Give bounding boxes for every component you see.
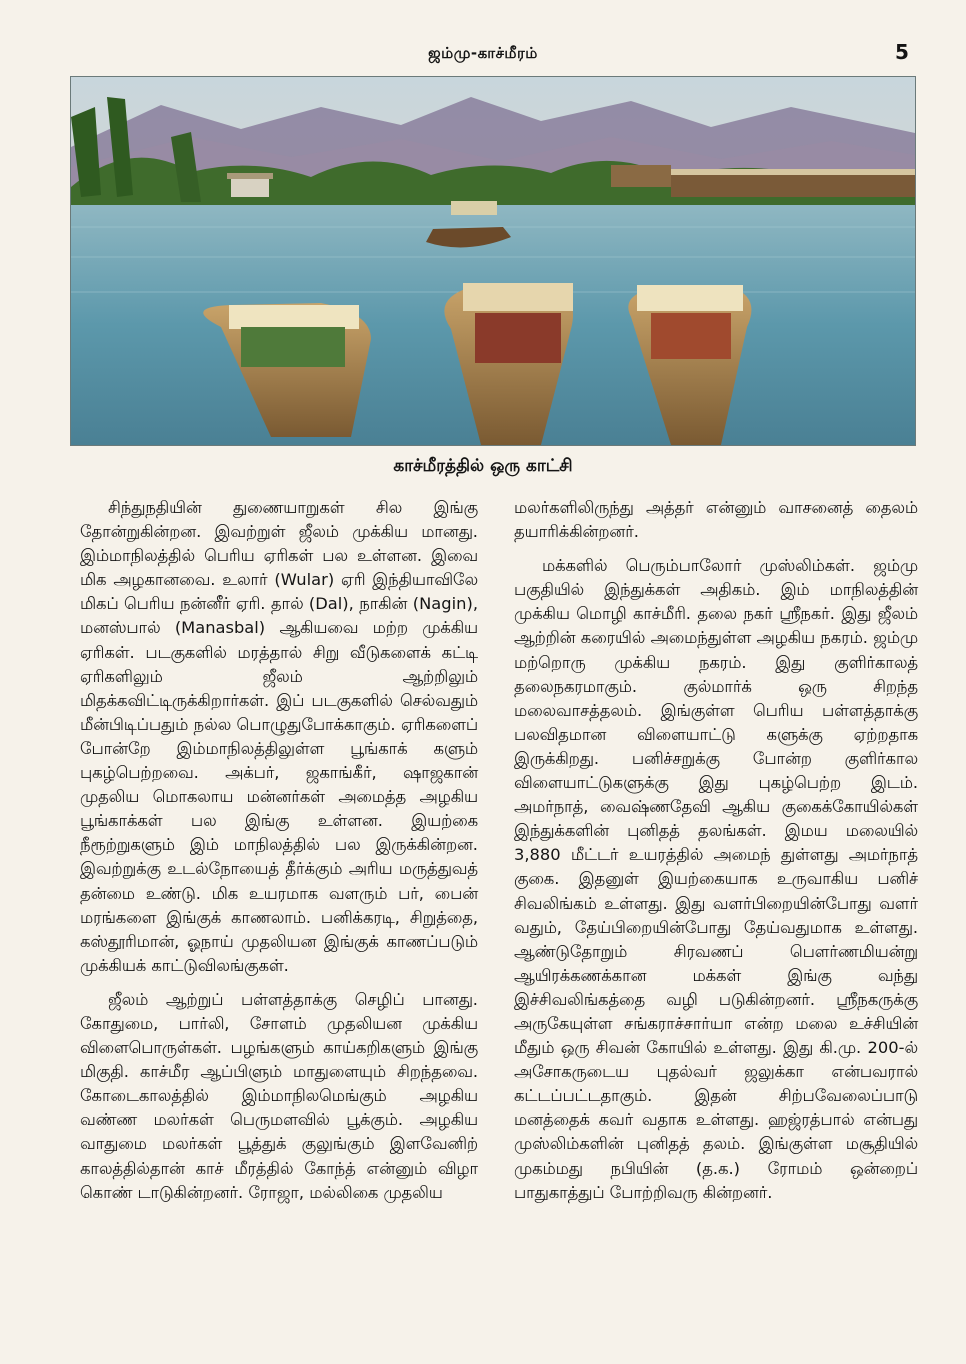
- right-column: [514, 496, 918, 1215]
- left-column: [80, 496, 478, 1215]
- figure-caption: காச்மீரத்தில் ஒரு காட்சி: [393, 456, 573, 476]
- lake-shikara-painting: [71, 77, 915, 445]
- paragraph-attar: மலர்களிலிருந்து அத்தர் என்னும் வாசனைத் தைலம் தயாரிக்கின்றனர்.: [514, 498, 918, 542]
- running-head-title: ஜம்மு-காச்மீரம்: [428, 44, 538, 62]
- page-number: 5: [895, 40, 909, 64]
- paragraph-valley: ஜீலம் ஆற்றுப் பள்ளத்தாக்கு செழிப் பானது. கோதுமை, பார்லி, சோளம் முதலியன முக்கிய விளைபொருள்கள். பழங்களும் காய்கறிகளும் இங்கு மிகுதி. காச்மீர ஆப்பிளும் மாதுளையும் சிறந்தவை. கோடைகாலத்தில் இம்மாநிலமெங்கும் அழகிய வண்ண மலர்கள் பெருமளவில் பூக்கும். அழகிய வாதுமை மலர்கள் பூத்துக் குலுங்கும் இளவேனிற் காலத்தில்தான் காச் மீரத்தில் கோந்த் என்னும் விழா கொண் டாடுகின்றனர். ரோஜா, மல்லிகை முதலிய: [80, 989, 478, 1202]
- paragraph-people: மக்களில் பெரும்பாலோர் முஸ்லிம்கள். ஜம்மு பகுதியில் இந்துக்கள் அதிகம். இம் மாநிலத்தின் முக்கிய மொழி காச்மீரி. தலை நகர் ஸ்ரீநகர். இது ஜீலம் ஆற்றின் கரையில் அமைந்துள்ள அழகிய நகரம். ஜம்மு மற்றொரு முக்கிய நகரம். இது குளிர்காலத் தலைநகரமாகும். குல்மார்க் ஒரு சிறந்த மலைவாசத்தலம். இங்குள்ள பெரிய பள்ளத்தாக்கு பலவிதமான விளையாட்டு களுக்கு ஏற்றதாக இருக்கிறது. பனிச்சறுக்கு போன்ற குளிர்கால விளையாட்டுகளுக்கு இது புகழ்பெற்ற இடம். அமர்நாத், வைஷ்ணதேவி ஆகிய குகைக்கோயில்கள் இந்துக்களின் புனிதத் தலங்கள். இமய மலையில் 3,880 மீட்டர் உயரத்தில் அமைந் துள்ளது அமர்நாத் குகை. இதனுள் இயற்கையாக உருவாகிய பனிச் சிவலிங்கம் உள்ளது. இது வளர்பிறையின்போது வளர் வதும், தேய்பிறையின்போது தேய்வதுமாக உள்ளது. ஆண்டுதோறும் சிரவணப் பௌர்ணமியன்று ஆயிரக்கணக்கான மக்கள் இங்கு வந்து இச்சிவலிங்கத்தை வழி படுகின்றனர். ஸ்ரீநகருக்கு அருகேயுள்ள சங்கராச்சார்யா என்ற மலை உச்சியின் மீதும் ஒரு சிவன் கோயில் உள்ளது. இது கி.மு. 200-ல் அசோகருடைய புதல்வர் ஜலுக்கா என்பவரால் கட்டப்பட்டதாகும். இதன் சிற்பவேலைப்பாடு மனத்தைக் கவர் வதாக உள்ளது. ஹஜ்ரத்பால் என்பது முஸ்லிம்களின் புனிதத் தலம். இங்குள்ள மசூதியில் முகம்மது நபியின் (த.க.) ரோமம் ஒன்றைப் பாதுகாத்துப் போற்றிவரு கின்றனர்.: [514, 556, 918, 1202]
- paragraph-lakes: சிந்துநதியின் துணையாறுகள் சில இங்கு தோன்றுகின்றன. இவற்றுள் ஜீலம் முக்கிய மானது. இம்மாநிலத்தில் பெரிய ஏரிகள் பல உள்ளன. இவை மிக அழகானவை. உலார் (Wular) ஏரி இந்தியாவிலே மிகப் பெரிய நன்னீர் ஏரி. தால் (Dal), நாகின் (Nagin), மனஸ்பால் (Manasbal) ஆகியவை மற்ற முக்கிய ஏரிகள். படகுகளில் மரத்தால் சிறு வீடுகளைக் கட்டி ஏரிகளிலும் ஜீலம் ஆற்றிலும் மிதக்கவிட்டிருக்கிறார்கள். இப் படகுகளில் செல்வதும் மீன்பிடிப்பதும் நல்ல பொழுதுபோக்காகும். ஏரிகளைப் போன்றே இம்மாநிலத்திலுள்ள பூங்காக் களும் புகழ்பெற்றவை. அக்பர், ஜகாங்கீர், ஷாஜகான் முதலிய மொகலாய மன்னர்கள் அமைத்த அழகிய பூங்காக்கள் பல இங்கு உள்ளன. இயற்கை நீரூற்றுகளும் இம் மாநிலத்தில் பல இருக்கின்றன. இவற்றுக்கு உடல்நோயைத் தீர்க்கும் அரிய மருத்துவத் தன்மை உண்டு. மிக உயரமாக வளரும் பர், பைன் மரங்களை இங்குக் காணலாம். பனிக்கரடி, சிறுத்தை, கஸ்தூரிமான், ஓநாய் முதலியன இங்குக் காணப்படும் முக்கியக் காட்டுவிலங்குகள்.: [80, 498, 478, 975]
- kashmir-lake-illustration: [70, 76, 916, 446]
